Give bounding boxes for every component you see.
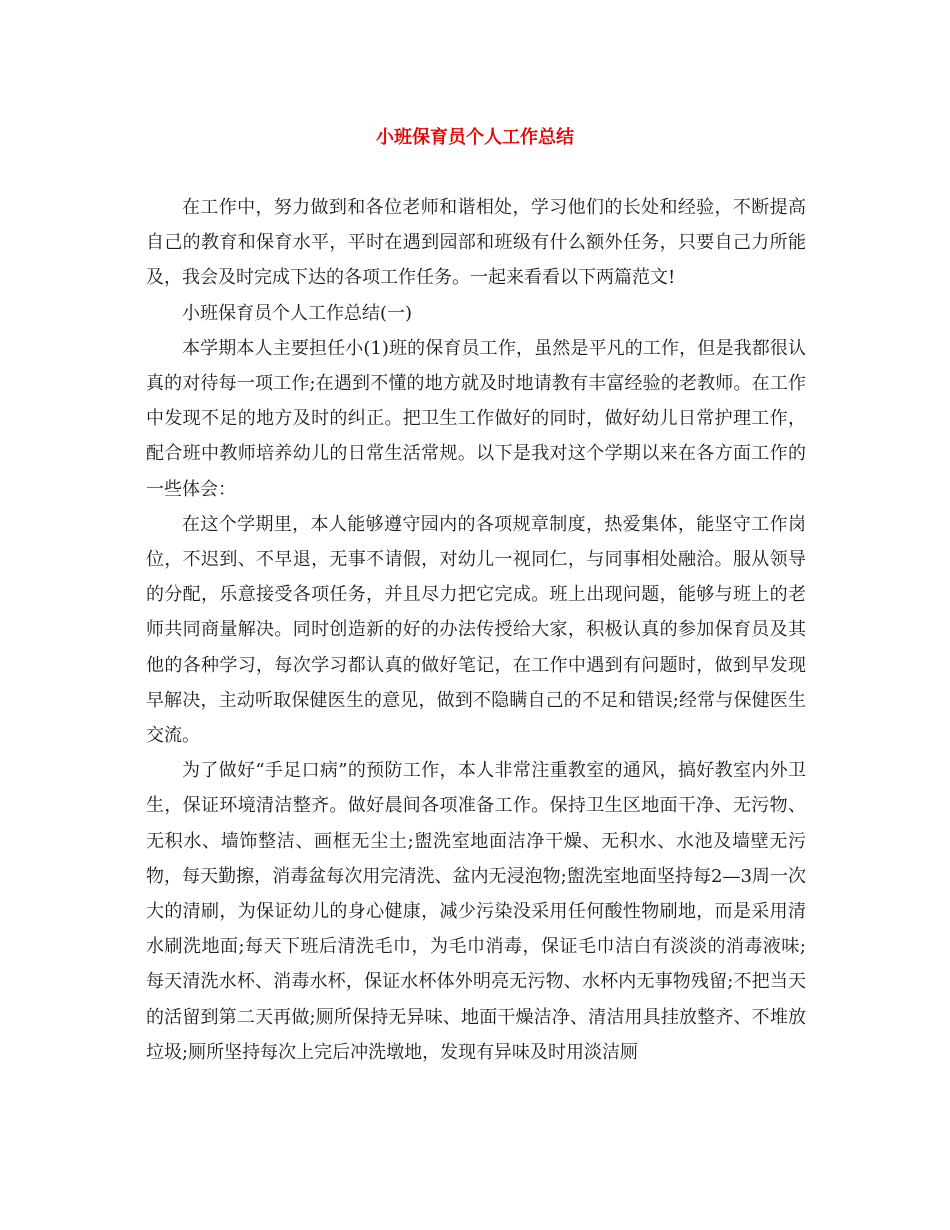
document-title: 小班保育员个人工作总结: [376, 127, 574, 148]
body-paragraph: 本学期本人主要担任小(1)班的保育员工作，虽然是平凡的工作，但是我都很认真的对待每一项工作;在遇到不懂的地方就及时地请教有丰富经验的老教师。在工作中发现不足的地方及时的纠正。把卫生工作做好的同时，做好幼儿日常护理工作，配合班中教师培养幼儿的日常生活常规。以下是我对这个学期以来在各方面工作的一些体会：: [146, 337, 806, 500]
intro-paragraph: 在工作中，努力做到和各位老师和谐相处，学习他们的长处和经验，不断提高自己的教育和保育水平，平时在遇到园部和班级有什么额外任务，只要自己力所能及，我会及时完成下达的各项工作任务。一起来看看以下两篇范文!: [146, 197, 806, 289]
document-body: [146, 190, 806, 1070]
body-paragraph: 在这个学期里，本人能够遵守园内的各项规章制度，热爱集体，能坚守工作岗位，不迟到、不早退，无事不请假，对幼儿一视同仁，与同事相处融洽。服从领导的分配，乐意接受各项任务，并且尽力把它完成。班上出现问题，能够与班上的老师共同商量解决。同时创造新的好的办法传授给大家，积极认真的参加保育员及其他的各种学习，每次学习都认真的做好笔记，在工作中遇到有问题时，做到早发现早解决，主动听取保健医生的意见，做到不隐瞒自己的不足和错误;经常与保健医生交流。: [146, 513, 806, 747]
body-paragraph: 为了做好“手足口病”的预防工作，本人非常注重教室的通风，搞好教室内外卫生，保证环境清洁整齐。做好晨间各项准备工作。保持卫生区地面干净、无污物、无积水、墙饰整洁、画框无尘土;盥洗室地面洁净干燥、无积水、水池及墙壁无污物，每天勤擦，消毒盆每次用完清洗、盆内无浸泡物;盥洗室地面坚持每2—3周一次大的清刷，为保证幼儿的身心健康，减少污染没采用任何酸性物刷地，而是采用清水刷洗地面;每天下班后清洗毛巾，为毛巾消毒，保证毛巾洁白有淡淡的消毒液味;每天清洗水杯、消毒水杯，保证水杯体外明亮无污物、水杯内无事物残留;不把当天的活留到第二天再做;厕所保持无异味、地面干燥洁净、清洁用具挂放整齐、不堆放垃圾;厕所坚持每次上完后冲洗墩地，发现有异味及时用淡洁厕: [146, 760, 806, 1063]
section-heading: 小班保育员个人工作总结(一): [182, 302, 413, 324]
